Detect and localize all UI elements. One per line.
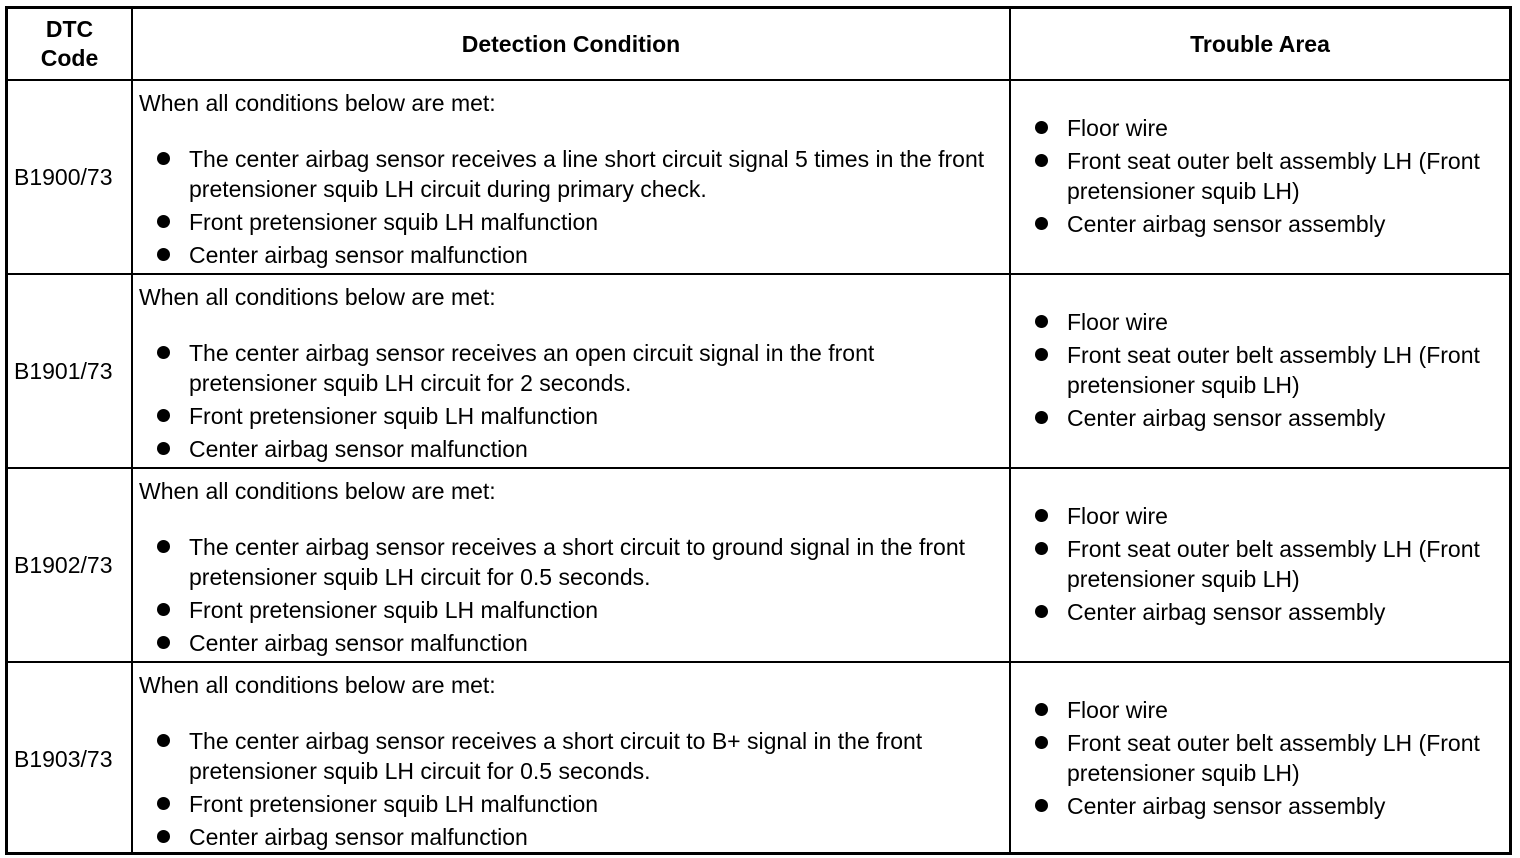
- condition-intro: When all conditions below are met:: [139, 672, 496, 698]
- table-row: [8, 662, 1509, 855]
- bullet-icon: [157, 215, 170, 228]
- bullet-icon: [157, 734, 170, 747]
- condition-text: Front pretensioner squib LH malfunction: [189, 403, 599, 429]
- condition-list: [139, 532, 1001, 658]
- condition-list: [139, 338, 1001, 464]
- trouble-area-item: [1035, 534, 1503, 594]
- header-row: [8, 9, 1509, 80]
- dtc-code-cell: B1901/73: [8, 274, 132, 468]
- condition-text: Center airbag sensor malfunction: [189, 824, 528, 850]
- trouble-area-cell: [1010, 468, 1509, 662]
- dtc-table-frame: [5, 6, 1512, 855]
- condition-intro: When all conditions below are met:: [139, 90, 496, 116]
- dtc-code-cell: B1903/73: [8, 662, 132, 855]
- trouble-area-text: Floor wire: [1067, 696, 1168, 723]
- trouble-area-cell: [1010, 80, 1509, 274]
- condition-item: [139, 240, 1001, 270]
- header-dtc-code-line1: DTC: [45, 16, 94, 42]
- header-dtc-code-line2: Code: [40, 45, 99, 71]
- bullet-icon: [157, 346, 170, 359]
- condition-text: Front pretensioner squib LH malfunction: [189, 597, 599, 623]
- header-trouble-area: Trouble Area: [1010, 9, 1509, 80]
- table-row: [8, 468, 1509, 662]
- bullet-icon: [1035, 542, 1048, 555]
- trouble-area-list: [1035, 307, 1503, 433]
- dtc-code-cell: B1902/73: [8, 468, 132, 662]
- condition-item: [139, 144, 1001, 204]
- trouble-area-item: [1035, 209, 1503, 239]
- condition-intro: When all conditions below are met:: [139, 284, 496, 310]
- bullet-icon: [157, 540, 170, 553]
- bullet-icon: [1035, 411, 1048, 424]
- condition-text: Front pretensioner squib LH malfunction: [189, 791, 599, 817]
- trouble-area-cell: [1010, 662, 1509, 855]
- trouble-area-text: Front seat outer belt assembly LH (Front pretensioner squib LH): [1067, 729, 1480, 786]
- condition-text: The center airbag sensor receives a short circuit to B+ signal in the front pretensioner squib LH circuit for 0.5 seconds.: [189, 728, 923, 784]
- condition-text: Center airbag sensor malfunction: [189, 436, 528, 462]
- bullet-icon: [157, 636, 170, 649]
- bullet-icon: [157, 442, 170, 455]
- condition-text: Front pretensioner squib LH malfunction: [189, 209, 599, 235]
- condition-intro: When all conditions below are met:: [139, 478, 496, 504]
- header-dtc-code: [8, 9, 132, 80]
- trouble-area-item: [1035, 113, 1503, 143]
- condition-item: [139, 789, 1001, 819]
- condition-item: [139, 595, 1001, 625]
- bullet-icon: [1035, 348, 1048, 361]
- condition-text: The center airbag sensor receives a short circuit to ground signal in the front pretensioner squib LH circuit for 0.5 seconds.: [189, 534, 966, 590]
- condition-list: [139, 726, 1001, 852]
- condition-text: Center airbag sensor malfunction: [189, 630, 528, 656]
- trouble-area-text: Floor wire: [1067, 114, 1168, 141]
- detection-condition-cell: [132, 662, 1010, 855]
- header-detection-condition: Detection Condition: [132, 9, 1010, 80]
- condition-list: [139, 144, 1001, 270]
- bullet-icon: [157, 248, 170, 261]
- trouble-area-item: [1035, 403, 1503, 433]
- bullet-icon: [157, 830, 170, 843]
- trouble-area-text: Front seat outer belt assembly LH (Front pretensioner squib LH): [1067, 535, 1480, 592]
- bullet-icon: [157, 797, 170, 810]
- trouble-area-item: [1035, 695, 1503, 725]
- bullet-icon: [1035, 315, 1048, 328]
- detection-condition-cell: [132, 274, 1010, 468]
- condition-item: [139, 434, 1001, 464]
- condition-text: The center airbag sensor receives an open circuit signal in the front pretensioner squib LH circuit for 2 seconds.: [189, 340, 875, 396]
- condition-item: [139, 628, 1001, 658]
- bullet-icon: [157, 152, 170, 165]
- dtc-table: [8, 9, 1509, 855]
- trouble-area-item: [1035, 791, 1503, 821]
- trouble-area-text: Center airbag sensor assembly: [1067, 598, 1386, 625]
- dtc-code-cell: B1900/73: [8, 80, 132, 274]
- bullet-icon: [1035, 605, 1048, 618]
- trouble-area-list: [1035, 113, 1503, 239]
- trouble-area-text: Center airbag sensor assembly: [1067, 792, 1386, 819]
- trouble-area-text: Center airbag sensor assembly: [1067, 210, 1386, 237]
- bullet-icon: [1035, 799, 1048, 812]
- table-row: [8, 80, 1509, 274]
- bullet-icon: [157, 603, 170, 616]
- bullet-icon: [157, 409, 170, 422]
- condition-item: [139, 822, 1001, 852]
- trouble-area-text: Front seat outer belt assembly LH (Front pretensioner squib LH): [1067, 341, 1480, 398]
- trouble-area-text: Floor wire: [1067, 308, 1168, 335]
- condition-item: [139, 532, 1001, 592]
- condition-item: [139, 207, 1001, 237]
- trouble-area-item: [1035, 307, 1503, 337]
- trouble-area-text: Center airbag sensor assembly: [1067, 404, 1386, 431]
- trouble-area-item: [1035, 597, 1503, 627]
- trouble-area-text: Floor wire: [1067, 502, 1168, 529]
- bullet-icon: [1035, 217, 1048, 230]
- condition-item: [139, 401, 1001, 431]
- detection-condition-cell: [132, 80, 1010, 274]
- bullet-icon: [1035, 154, 1048, 167]
- table-row: [8, 274, 1509, 468]
- condition-text: Center airbag sensor malfunction: [189, 242, 528, 268]
- detection-condition-cell: [132, 468, 1010, 662]
- bullet-icon: [1035, 509, 1048, 522]
- trouble-area-item: [1035, 146, 1503, 206]
- trouble-area-item: [1035, 340, 1503, 400]
- condition-text: The center airbag sensor receives a line short circuit signal 5 times in the front pretensioner squib LH circuit during primary check.: [189, 146, 985, 202]
- bullet-icon: [1035, 703, 1048, 716]
- trouble-area-cell: [1010, 274, 1509, 468]
- trouble-area-item: [1035, 728, 1503, 788]
- trouble-area-list: [1035, 695, 1503, 821]
- bullet-icon: [1035, 736, 1048, 749]
- trouble-area-list: [1035, 501, 1503, 627]
- condition-item: [139, 338, 1001, 398]
- trouble-area-item: [1035, 501, 1503, 531]
- trouble-area-text: Front seat outer belt assembly LH (Front pretensioner squib LH): [1067, 147, 1480, 204]
- bullet-icon: [1035, 121, 1048, 134]
- condition-item: [139, 726, 1001, 786]
